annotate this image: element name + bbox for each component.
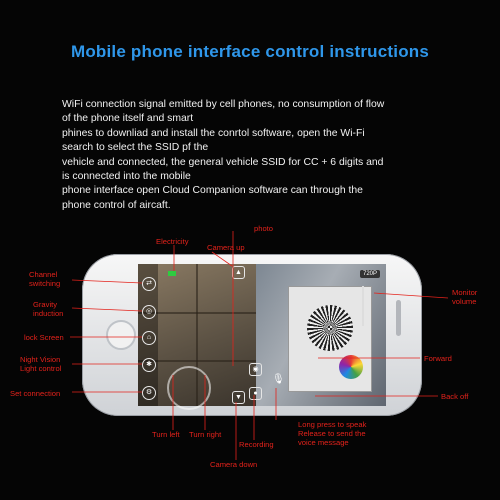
description-line: WiFi connection signal emitted by cell phones, no consumption of flow <box>62 99 385 110</box>
label-line: switching <box>29 279 61 288</box>
description-line: vehicle and connected, the general vehicle SSID for CC + 6 digits and <box>62 156 384 168</box>
label-line: voice message <box>298 438 349 447</box>
camera-down-icon[interactable]: ▼ <box>232 391 245 404</box>
label-forward: Forward <box>424 354 452 363</box>
label-photo: photo <box>254 224 274 233</box>
label-turn-left: Turn left <box>152 430 180 439</box>
description-line: phone control of aircaft. <box>62 199 171 211</box>
label-camera-down: Camera down <box>210 460 258 469</box>
camera-icon[interactable]: ◉ <box>249 363 262 376</box>
lock-icon[interactable]: ⌂ <box>142 331 156 345</box>
label-line: Gravity <box>33 300 58 309</box>
label-line: Long press to speak <box>298 420 367 429</box>
label-lock-screen: lock Screen <box>24 333 64 342</box>
label-electricity: Electricity <box>156 237 189 246</box>
microphone-icon[interactable]: 🎙 <box>272 374 285 385</box>
description-line: is connected into the mobile <box>62 171 191 183</box>
label-recording: Recording <box>239 440 274 449</box>
record-icon[interactable]: ● <box>249 387 262 400</box>
label-line: Night Vision <box>20 355 61 364</box>
label-line: Channel <box>29 270 58 279</box>
label-turn-right: Turn right <box>189 430 222 439</box>
label-monitor-volume <box>452 288 477 306</box>
label-set-connection: Set connection <box>10 389 61 398</box>
channel-switch-icon[interactable]: ⇄ <box>142 277 156 291</box>
camera-up-icon[interactable]: ▲ <box>232 266 245 279</box>
label-line: Light control <box>20 364 62 373</box>
description-line: of the phone itself and smart <box>62 113 194 125</box>
resolution-badge[interactable]: 720P <box>360 270 380 278</box>
description-line: search to select the SSID pf the <box>62 142 209 154</box>
label-camera-up: Camera up <box>207 243 245 252</box>
label-channel-switching <box>29 270 60 288</box>
label-line: induction <box>33 309 64 318</box>
description-line: phone interface open Cloud Companion software can through the <box>62 185 363 197</box>
description-line: phines to downliad and install the conrtol software, open the Wi-Fi <box>62 127 365 139</box>
label-speak <box>298 420 366 447</box>
gravity-icon[interactable]: ◎ <box>142 305 156 319</box>
label-night-vision <box>20 355 61 373</box>
gear-icon[interactable]: ⚙ <box>142 386 156 400</box>
label-line: volume <box>452 297 477 306</box>
label-gravity-induction <box>33 300 63 318</box>
lightbulb-icon[interactable]: ✱ <box>142 358 156 372</box>
label-line: Release to send the <box>298 429 366 438</box>
page-title: Mobile phone interface control instructions <box>70 42 430 61</box>
label-line: Monitor <box>452 288 478 297</box>
label-back-off: Back off <box>441 392 469 401</box>
